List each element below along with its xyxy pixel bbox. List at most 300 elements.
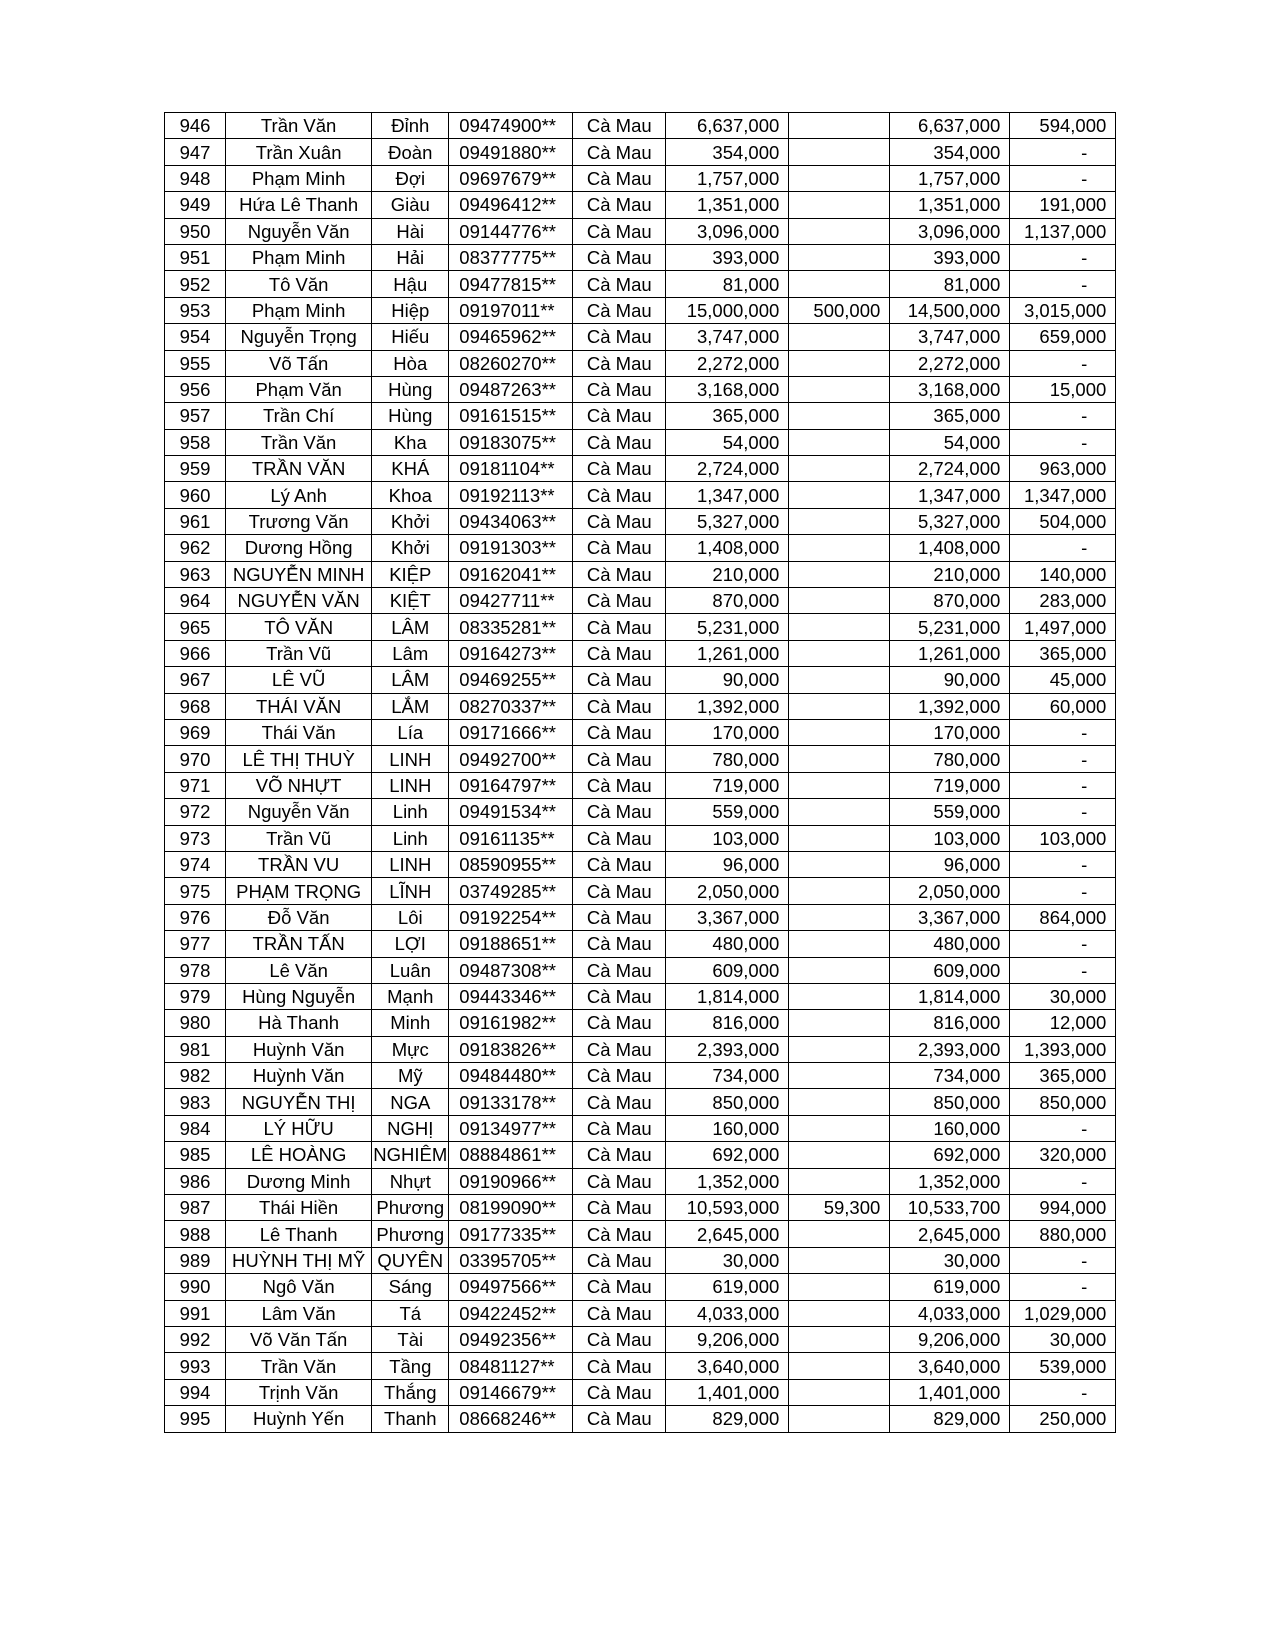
cell-last-name: Trần Vũ xyxy=(226,640,372,666)
cell-remaining: 12,000 xyxy=(1010,1010,1116,1036)
cell-phone: 09161515** xyxy=(449,403,573,429)
cell-remaining: 1,347,000 xyxy=(1010,482,1116,508)
cell-deduction: 59,300 xyxy=(789,1195,890,1221)
cell-first-name: Lâm xyxy=(372,640,449,666)
cell-last-name: Trần Xuân xyxy=(226,139,372,165)
cell-remaining: - xyxy=(1010,957,1116,983)
cell-total-amount: 393,000 xyxy=(666,244,789,270)
cell-total-amount: 559,000 xyxy=(666,799,789,825)
table-row xyxy=(165,429,1116,455)
cell-phone: 09443346** xyxy=(449,983,573,1009)
cell-first-name: Tầng xyxy=(372,1353,449,1379)
cell-row-number: 968 xyxy=(165,693,226,719)
cell-net-amount: 5,231,000 xyxy=(890,614,1010,640)
cell-province: Cà Mau xyxy=(573,561,666,587)
cell-deduction xyxy=(789,192,890,218)
cell-deduction xyxy=(789,165,890,191)
cell-net-amount: 210,000 xyxy=(890,561,1010,587)
cell-first-name: LĨNH xyxy=(372,878,449,904)
cell-province: Cà Mau xyxy=(573,957,666,983)
cell-province: Cà Mau xyxy=(573,165,666,191)
cell-deduction xyxy=(789,561,890,587)
cell-net-amount: 559,000 xyxy=(890,799,1010,825)
cell-remaining: 659,000 xyxy=(1010,324,1116,350)
table-row xyxy=(165,324,1116,350)
cell-net-amount: 393,000 xyxy=(890,244,1010,270)
cell-net-amount: 6,637,000 xyxy=(890,113,1010,139)
cell-total-amount: 30,000 xyxy=(666,1247,789,1273)
cell-province: Cà Mau xyxy=(573,1221,666,1247)
cell-deduction xyxy=(789,324,890,350)
cell-total-amount: 1,351,000 xyxy=(666,192,789,218)
cell-phone: 09177335** xyxy=(449,1221,573,1247)
cell-last-name: THÁI VĂN xyxy=(226,693,372,719)
cell-total-amount: 170,000 xyxy=(666,719,789,745)
table-body xyxy=(165,113,1116,1433)
cell-net-amount: 870,000 xyxy=(890,588,1010,614)
cell-total-amount: 365,000 xyxy=(666,403,789,429)
cell-first-name: Minh xyxy=(372,1010,449,1036)
cell-last-name: Phạm Minh xyxy=(226,297,372,323)
cell-phone: 08260270** xyxy=(449,350,573,376)
table-row xyxy=(165,1406,1116,1432)
cell-net-amount: 3,747,000 xyxy=(890,324,1010,350)
cell-last-name: NGUYỄN THỊ xyxy=(226,1089,372,1115)
cell-province: Cà Mau xyxy=(573,1326,666,1352)
cell-total-amount: 210,000 xyxy=(666,561,789,587)
cell-first-name: Tài xyxy=(372,1326,449,1352)
cell-remaining: 594,000 xyxy=(1010,113,1116,139)
cell-phone: 09146679** xyxy=(449,1379,573,1405)
cell-row-number: 961 xyxy=(165,508,226,534)
cell-net-amount: 1,814,000 xyxy=(890,983,1010,1009)
cell-phone: 09491880** xyxy=(449,139,573,165)
cell-net-amount: 480,000 xyxy=(890,931,1010,957)
cell-deduction xyxy=(789,667,890,693)
cell-remaining: 365,000 xyxy=(1010,1063,1116,1089)
cell-province: Cà Mau xyxy=(573,271,666,297)
cell-total-amount: 1,392,000 xyxy=(666,693,789,719)
cell-remaining: 864,000 xyxy=(1010,904,1116,930)
cell-remaining: 1,497,000 xyxy=(1010,614,1116,640)
cell-row-number: 981 xyxy=(165,1036,226,1062)
cell-province: Cà Mau xyxy=(573,878,666,904)
cell-row-number: 990 xyxy=(165,1274,226,1300)
cell-remaining: 1,393,000 xyxy=(1010,1036,1116,1062)
cell-first-name: Giàu xyxy=(372,192,449,218)
cell-first-name: Hùng xyxy=(372,403,449,429)
table-row xyxy=(165,1195,1116,1221)
cell-net-amount: 3,096,000 xyxy=(890,218,1010,244)
cell-row-number: 986 xyxy=(165,1168,226,1194)
cell-last-name: Lê Văn xyxy=(226,957,372,983)
cell-remaining: 1,029,000 xyxy=(1010,1300,1116,1326)
cell-net-amount: 2,393,000 xyxy=(890,1036,1010,1062)
cell-net-amount: 54,000 xyxy=(890,429,1010,455)
table-row xyxy=(165,113,1116,139)
cell-phone: 09487263** xyxy=(449,376,573,402)
cell-phone: 09427711** xyxy=(449,588,573,614)
cell-row-number: 957 xyxy=(165,403,226,429)
table-row xyxy=(165,746,1116,772)
cell-phone: 09192113** xyxy=(449,482,573,508)
cell-last-name: Phạm Văn xyxy=(226,376,372,402)
table-row xyxy=(165,165,1116,191)
cell-row-number: 989 xyxy=(165,1247,226,1273)
cell-phone: 09492356** xyxy=(449,1326,573,1352)
cell-first-name: Mạnh xyxy=(372,983,449,1009)
cell-row-number: 980 xyxy=(165,1010,226,1036)
cell-net-amount: 365,000 xyxy=(890,403,1010,429)
cell-first-name: Luân xyxy=(372,957,449,983)
cell-last-name: Huỳnh Yến xyxy=(226,1406,372,1432)
cell-last-name: TRẦN TẤN xyxy=(226,931,372,957)
cell-phone: 09188651** xyxy=(449,931,573,957)
cell-row-number: 983 xyxy=(165,1089,226,1115)
cell-remaining: - xyxy=(1010,799,1116,825)
cell-remaining: - xyxy=(1010,403,1116,429)
cell-total-amount: 2,050,000 xyxy=(666,878,789,904)
cell-province: Cà Mau xyxy=(573,1010,666,1036)
cell-total-amount: 1,347,000 xyxy=(666,482,789,508)
cell-net-amount: 3,640,000 xyxy=(890,1353,1010,1379)
cell-first-name: Mực xyxy=(372,1036,449,1062)
cell-total-amount: 6,637,000 xyxy=(666,113,789,139)
cell-remaining: - xyxy=(1010,429,1116,455)
cell-deduction xyxy=(789,113,890,139)
cell-last-name: LÊ HOÀNG xyxy=(226,1142,372,1168)
cell-row-number: 962 xyxy=(165,535,226,561)
cell-deduction xyxy=(789,904,890,930)
cell-province: Cà Mau xyxy=(573,1142,666,1168)
cell-phone: 09477815** xyxy=(449,271,573,297)
cell-phone: 09474900** xyxy=(449,113,573,139)
cell-total-amount: 9,206,000 xyxy=(666,1326,789,1352)
cell-row-number: 946 xyxy=(165,113,226,139)
cell-first-name: Lôi xyxy=(372,904,449,930)
cell-remaining: 283,000 xyxy=(1010,588,1116,614)
cell-last-name: Thái Hiền xyxy=(226,1195,372,1221)
cell-last-name: Nguyễn Văn xyxy=(226,218,372,244)
cell-first-name: Hiệp xyxy=(372,297,449,323)
cell-remaining: - xyxy=(1010,244,1116,270)
cell-remaining: - xyxy=(1010,1115,1116,1141)
cell-remaining: 60,000 xyxy=(1010,693,1116,719)
cell-last-name: TÔ VĂN xyxy=(226,614,372,640)
table-row xyxy=(165,825,1116,851)
cell-last-name: Nguyễn Trọng xyxy=(226,324,372,350)
cell-remaining: - xyxy=(1010,719,1116,745)
cell-phone: 09197011** xyxy=(449,297,573,323)
cell-province: Cà Mau xyxy=(573,1379,666,1405)
cell-last-name: Hứa Lê Thanh xyxy=(226,192,372,218)
cell-total-amount: 90,000 xyxy=(666,667,789,693)
cell-net-amount: 1,351,000 xyxy=(890,192,1010,218)
cell-phone: 08884861** xyxy=(449,1142,573,1168)
cell-province: Cà Mau xyxy=(573,1353,666,1379)
cell-first-name: Lía xyxy=(372,719,449,745)
table-row xyxy=(165,1010,1116,1036)
cell-phone: 08668246** xyxy=(449,1406,573,1432)
cell-province: Cà Mau xyxy=(573,614,666,640)
cell-row-number: 965 xyxy=(165,614,226,640)
cell-first-name: LẮM xyxy=(372,693,449,719)
cell-province: Cà Mau xyxy=(573,192,666,218)
cell-row-number: 951 xyxy=(165,244,226,270)
cell-row-number: 991 xyxy=(165,1300,226,1326)
cell-net-amount: 103,000 xyxy=(890,825,1010,851)
cell-row-number: 963 xyxy=(165,561,226,587)
cell-row-number: 993 xyxy=(165,1353,226,1379)
table-row xyxy=(165,1326,1116,1352)
cell-net-amount: 5,327,000 xyxy=(890,508,1010,534)
cell-province: Cà Mau xyxy=(573,508,666,534)
cell-province: Cà Mau xyxy=(573,746,666,772)
cell-deduction: 500,000 xyxy=(789,297,890,323)
cell-remaining: - xyxy=(1010,878,1116,904)
cell-total-amount: 480,000 xyxy=(666,931,789,957)
cell-last-name: LÊ VŨ xyxy=(226,667,372,693)
cell-total-amount: 1,352,000 xyxy=(666,1168,789,1194)
cell-phone: 09697679** xyxy=(449,165,573,191)
cell-province: Cà Mau xyxy=(573,825,666,851)
cell-province: Cà Mau xyxy=(573,139,666,165)
table-row xyxy=(165,667,1116,693)
cell-last-name: Thái Văn xyxy=(226,719,372,745)
cell-net-amount: 2,050,000 xyxy=(890,878,1010,904)
cell-deduction xyxy=(789,640,890,666)
cell-remaining: 250,000 xyxy=(1010,1406,1116,1432)
cell-province: Cà Mau xyxy=(573,376,666,402)
table-row xyxy=(165,297,1116,323)
cell-deduction xyxy=(789,1379,890,1405)
cell-first-name: QUYÊN xyxy=(372,1247,449,1273)
table-row xyxy=(165,482,1116,508)
table-row xyxy=(165,1063,1116,1089)
cell-row-number: 958 xyxy=(165,429,226,455)
cell-row-number: 974 xyxy=(165,851,226,877)
cell-phone: 09164273** xyxy=(449,640,573,666)
cell-deduction xyxy=(789,957,890,983)
cell-province: Cà Mau xyxy=(573,1274,666,1300)
cell-net-amount: 1,261,000 xyxy=(890,640,1010,666)
table-row xyxy=(165,1247,1116,1273)
cell-remaining: 539,000 xyxy=(1010,1353,1116,1379)
cell-phone: 09492700** xyxy=(449,746,573,772)
cell-total-amount: 1,408,000 xyxy=(666,535,789,561)
cell-net-amount: 160,000 xyxy=(890,1115,1010,1141)
cell-row-number: 979 xyxy=(165,983,226,1009)
cell-deduction xyxy=(789,693,890,719)
cell-last-name: Dương Hồng xyxy=(226,535,372,561)
cell-deduction xyxy=(789,1300,890,1326)
cell-total-amount: 81,000 xyxy=(666,271,789,297)
cell-last-name: Trần Chí xyxy=(226,403,372,429)
cell-net-amount: 734,000 xyxy=(890,1063,1010,1089)
cell-province: Cà Mau xyxy=(573,640,666,666)
cell-remaining: - xyxy=(1010,1168,1116,1194)
cell-phone: 09183826** xyxy=(449,1036,573,1062)
cell-province: Cà Mau xyxy=(573,1300,666,1326)
table-row xyxy=(165,772,1116,798)
cell-deduction xyxy=(789,851,890,877)
cell-remaining: - xyxy=(1010,1274,1116,1300)
cell-remaining: 320,000 xyxy=(1010,1142,1116,1168)
cell-row-number: 982 xyxy=(165,1063,226,1089)
cell-phone: 08590955** xyxy=(449,851,573,877)
table-row xyxy=(165,403,1116,429)
cell-total-amount: 2,645,000 xyxy=(666,1221,789,1247)
cell-net-amount: 1,408,000 xyxy=(890,535,1010,561)
cell-row-number: 971 xyxy=(165,772,226,798)
cell-first-name: LÂM xyxy=(372,667,449,693)
cell-total-amount: 54,000 xyxy=(666,429,789,455)
cell-deduction xyxy=(789,1168,890,1194)
cell-row-number: 975 xyxy=(165,878,226,904)
cell-province: Cà Mau xyxy=(573,904,666,930)
cell-remaining: 504,000 xyxy=(1010,508,1116,534)
cell-remaining: 45,000 xyxy=(1010,667,1116,693)
cell-phone: 09144776** xyxy=(449,218,573,244)
cell-net-amount: 850,000 xyxy=(890,1089,1010,1115)
cell-net-amount: 3,367,000 xyxy=(890,904,1010,930)
table-row xyxy=(165,271,1116,297)
cell-first-name: Hùng xyxy=(372,376,449,402)
cell-row-number: 950 xyxy=(165,218,226,244)
cell-remaining: 103,000 xyxy=(1010,825,1116,851)
cell-net-amount: 2,724,000 xyxy=(890,456,1010,482)
cell-first-name: Khoa xyxy=(372,482,449,508)
cell-net-amount: 354,000 xyxy=(890,139,1010,165)
cell-phone: 09133178** xyxy=(449,1089,573,1115)
cell-deduction xyxy=(789,271,890,297)
cell-total-amount: 160,000 xyxy=(666,1115,789,1141)
cell-remaining: 140,000 xyxy=(1010,561,1116,587)
cell-deduction xyxy=(789,772,890,798)
cell-row-number: 964 xyxy=(165,588,226,614)
cell-first-name: Đợi xyxy=(372,165,449,191)
cell-deduction xyxy=(789,719,890,745)
cell-row-number: 988 xyxy=(165,1221,226,1247)
cell-net-amount: 96,000 xyxy=(890,851,1010,877)
cell-total-amount: 10,593,000 xyxy=(666,1195,789,1221)
cell-remaining: - xyxy=(1010,772,1116,798)
table-row xyxy=(165,1274,1116,1300)
cell-province: Cà Mau xyxy=(573,1063,666,1089)
cell-row-number: 953 xyxy=(165,297,226,323)
cell-total-amount: 5,231,000 xyxy=(666,614,789,640)
cell-net-amount: 14,500,000 xyxy=(890,297,1010,323)
cell-last-name: Trần Văn xyxy=(226,113,372,139)
cell-remaining: - xyxy=(1010,535,1116,561)
cell-province: Cà Mau xyxy=(573,588,666,614)
cell-first-name: LINH xyxy=(372,851,449,877)
cell-first-name: Kha xyxy=(372,429,449,455)
cell-deduction xyxy=(789,799,890,825)
table-row xyxy=(165,1089,1116,1115)
cell-remaining: - xyxy=(1010,165,1116,191)
table-row xyxy=(165,640,1116,666)
table-row xyxy=(165,561,1116,587)
cell-first-name: Sáng xyxy=(372,1274,449,1300)
cell-total-amount: 1,401,000 xyxy=(666,1379,789,1405)
cell-first-name: KHÁ xyxy=(372,456,449,482)
table-row xyxy=(165,719,1116,745)
cell-net-amount: 30,000 xyxy=(890,1247,1010,1273)
cell-phone: 09161982** xyxy=(449,1010,573,1036)
table-row xyxy=(165,1115,1116,1141)
cell-first-name: Hòa xyxy=(372,350,449,376)
cell-row-number: 947 xyxy=(165,139,226,165)
cell-remaining: - xyxy=(1010,746,1116,772)
cell-phone: 09491534** xyxy=(449,799,573,825)
table-row xyxy=(165,878,1116,904)
cell-first-name: LỢI xyxy=(372,931,449,957)
cell-total-amount: 15,000,000 xyxy=(666,297,789,323)
cell-first-name: Hài xyxy=(372,218,449,244)
table-row xyxy=(165,983,1116,1009)
cell-last-name: VÕ NHỰT xyxy=(226,772,372,798)
cell-last-name: Nguyễn Văn xyxy=(226,799,372,825)
table-row xyxy=(165,508,1116,534)
cell-last-name: Võ Văn Tấn xyxy=(226,1326,372,1352)
cell-deduction xyxy=(789,456,890,482)
cell-total-amount: 3,747,000 xyxy=(666,324,789,350)
cell-phone: 09487308** xyxy=(449,957,573,983)
cell-first-name: Linh xyxy=(372,825,449,851)
cell-phone: 09171666** xyxy=(449,719,573,745)
cell-phone: 09134977** xyxy=(449,1115,573,1141)
cell-deduction xyxy=(789,983,890,1009)
cell-total-amount: 692,000 xyxy=(666,1142,789,1168)
cell-deduction xyxy=(789,535,890,561)
cell-row-number: 967 xyxy=(165,667,226,693)
cell-deduction xyxy=(789,376,890,402)
cell-row-number: 959 xyxy=(165,456,226,482)
cell-remaining: 3,015,000 xyxy=(1010,297,1116,323)
cell-total-amount: 850,000 xyxy=(666,1089,789,1115)
cell-first-name: Đỉnh xyxy=(372,113,449,139)
cell-row-number: 955 xyxy=(165,350,226,376)
cell-net-amount: 619,000 xyxy=(890,1274,1010,1300)
table-row xyxy=(165,931,1116,957)
cell-net-amount: 90,000 xyxy=(890,667,1010,693)
cell-deduction xyxy=(789,218,890,244)
cell-first-name: LÂM xyxy=(372,614,449,640)
cell-last-name: Trương Văn xyxy=(226,508,372,534)
cell-net-amount: 1,392,000 xyxy=(890,693,1010,719)
cell-first-name: Thắng xyxy=(372,1379,449,1405)
cell-net-amount: 1,352,000 xyxy=(890,1168,1010,1194)
cell-deduction xyxy=(789,1326,890,1352)
cell-total-amount: 5,327,000 xyxy=(666,508,789,534)
cell-province: Cà Mau xyxy=(573,799,666,825)
cell-first-name: Linh xyxy=(372,799,449,825)
cell-total-amount: 3,168,000 xyxy=(666,376,789,402)
cell-first-name: LINH xyxy=(372,746,449,772)
cell-deduction xyxy=(789,244,890,270)
cell-last-name: LÊ THỊ THUỲ xyxy=(226,746,372,772)
cell-remaining: 30,000 xyxy=(1010,1326,1116,1352)
cell-province: Cà Mau xyxy=(573,983,666,1009)
table-row xyxy=(165,350,1116,376)
cell-first-name: NGHIÊM xyxy=(372,1142,449,1168)
cell-deduction xyxy=(789,1247,890,1273)
cell-remaining: 850,000 xyxy=(1010,1089,1116,1115)
cell-row-number: 992 xyxy=(165,1326,226,1352)
cell-phone: 09183075** xyxy=(449,429,573,455)
cell-total-amount: 1,261,000 xyxy=(666,640,789,666)
